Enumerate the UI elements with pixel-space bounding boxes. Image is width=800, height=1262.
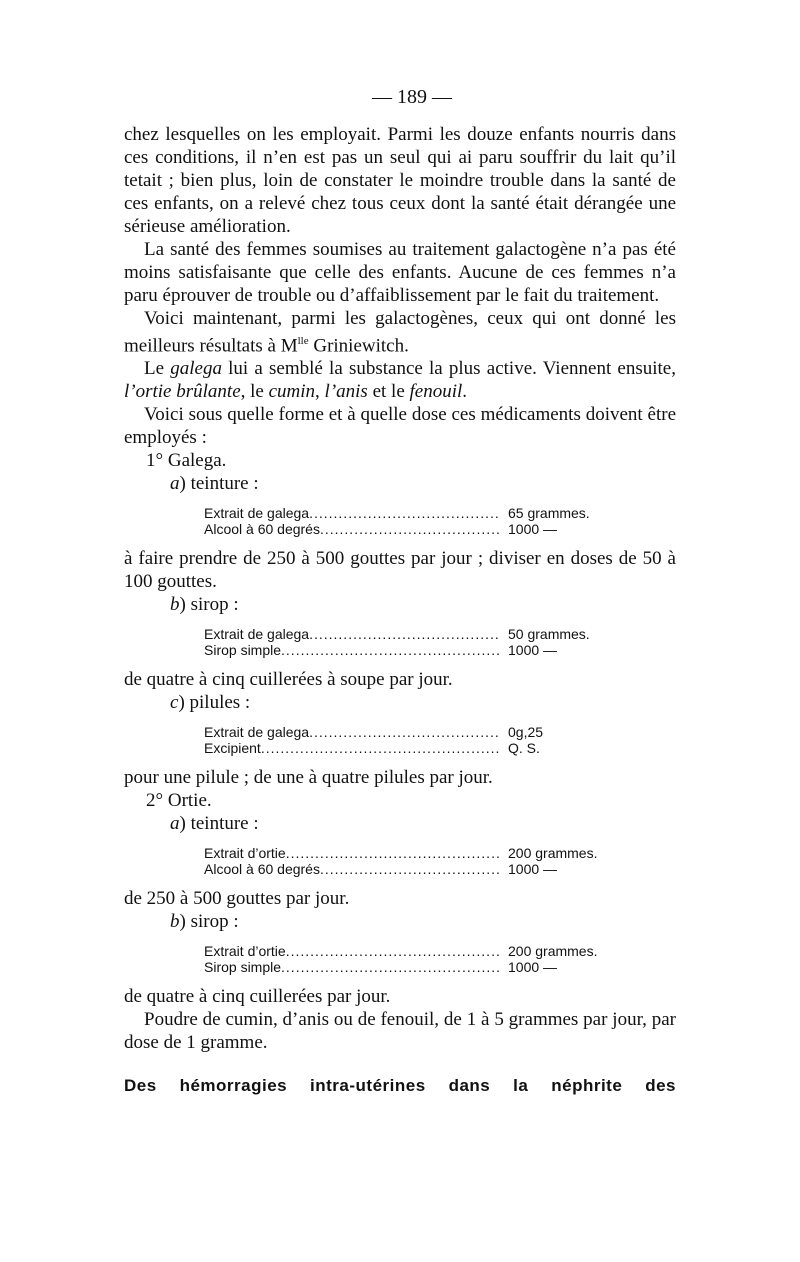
page-number: — 189 — xyxy=(372,86,452,108)
paragraph: pour une pilule ; de une à quatre pilules par jour. xyxy=(124,767,493,789)
text: Voici maintenant, parmi les galactogènes, ceux qui ont donné les meilleurs résultats à M xyxy=(124,308,676,357)
quantity: Q. S. xyxy=(508,740,540,757)
leader-dots xyxy=(286,845,500,861)
quantity: 200 grammes. xyxy=(508,943,598,960)
ingredient: Extrait de galega xyxy=(204,626,310,643)
recipe-row xyxy=(204,740,604,756)
ingredient: Extrait d’ortie xyxy=(204,845,286,862)
paragraph: à faire prendre de 250 à 500 gouttes par jour ; diviser en doses de 50 à 100 gouttes. xyxy=(124,548,676,593)
text: , xyxy=(315,381,325,403)
text: ) teinture : xyxy=(179,813,259,835)
italic-term: l’ortie brûlante xyxy=(124,381,241,403)
letter: a xyxy=(170,473,180,495)
text: ) teinture : xyxy=(179,473,259,495)
text: ) sirop : xyxy=(179,594,239,616)
text: ) sirop : xyxy=(179,911,239,933)
recipe-row xyxy=(204,626,604,642)
letter: b xyxy=(170,594,180,616)
letter: b xyxy=(170,911,180,933)
leader-dots xyxy=(286,943,500,959)
paragraph: chez lesquelles on les employait. Parmi les douze enfants nourris dans ces conditions, il n’en est pas un seul qui ai paru souffrir du lait qu’il tetait ; bien plus, loin de constater le moindre trouble dans la santé de ces enfants, on a relevé chez tous ceux dont la santé était dérangée une sérieuse amélioration. xyxy=(124,124,676,237)
recipe-row xyxy=(204,943,604,959)
recipe-table xyxy=(204,845,604,877)
recipe-row xyxy=(204,724,604,740)
subsection-label xyxy=(124,691,676,714)
recipe-table xyxy=(204,724,604,756)
paragraph: de quatre à cinq cuillerées à soupe par jour. xyxy=(124,669,453,691)
recipe-table xyxy=(204,505,604,537)
subsection-label xyxy=(124,812,676,835)
paragraph: de quatre à cinq cuillerées par jour. xyxy=(124,986,391,1008)
ingredient: Alcool à 60 degrés xyxy=(204,521,320,538)
paragraph: Voici sous quelle forme et à quelle dose ces médicaments doivent être employés : xyxy=(124,404,676,449)
italic-term: galega xyxy=(170,358,222,380)
italic-term: cumin xyxy=(268,381,316,403)
page xyxy=(124,86,676,1097)
quantity: 65 grammes. xyxy=(508,505,590,522)
text: Le xyxy=(144,358,171,380)
leader-dots xyxy=(261,740,500,756)
section-heading: 1° Galega. xyxy=(146,450,227,472)
recipe-row xyxy=(204,521,604,537)
ingredient: Sirop simple xyxy=(204,959,282,976)
text: lui a semblé la substance la plus active. Viennent ensuite, xyxy=(221,358,676,380)
leader-dots xyxy=(309,505,500,521)
ingredient: Sirop simple xyxy=(204,642,282,659)
superscript: lle xyxy=(297,335,309,347)
section-title: Des hémorragies intra-utérines dans la néphrite des xyxy=(124,1076,676,1096)
italic-term: l’anis xyxy=(324,381,368,403)
text: . xyxy=(462,381,468,403)
recipe-table xyxy=(204,626,604,658)
quantity: 1000 — xyxy=(508,861,558,878)
paragraph xyxy=(124,307,676,357)
ingredient: Extrait de galega xyxy=(204,724,310,741)
quantity: 1000 — xyxy=(508,959,558,976)
quantity: 0g,25 xyxy=(508,724,544,741)
paragraph: de 250 à 500 gouttes par jour. xyxy=(124,888,350,910)
letter: c xyxy=(170,692,179,714)
ingredient: Excipient xyxy=(204,740,261,757)
quantity: 200 grammes. xyxy=(508,845,598,862)
leader-dots xyxy=(320,861,500,877)
letter: a xyxy=(170,813,180,835)
leader-dots xyxy=(309,626,500,642)
subsection-label xyxy=(124,910,676,933)
paragraph: La santé des femmes soumises au traitement galactogène n’a pas été moins satisfaisante que celle des enfants. Aucune de ces femmes n’a paru éprouver de trouble ou d’affaiblissement par le fait du traitement. xyxy=(124,239,676,306)
text: , le xyxy=(240,381,269,403)
recipe-row xyxy=(204,642,604,658)
recipe-row xyxy=(204,861,604,877)
leader-dots xyxy=(281,959,500,975)
quantity: 1000 — xyxy=(508,642,558,659)
italic-term: fenouil xyxy=(409,381,463,403)
ingredient: Extrait de galega xyxy=(204,505,310,522)
recipe-table xyxy=(204,943,604,975)
subsection-label xyxy=(124,593,676,616)
recipe-row xyxy=(204,845,604,861)
leader-dots xyxy=(281,642,500,658)
text: Griniewitch. xyxy=(308,335,409,357)
recipe-row xyxy=(204,505,604,521)
section-heading: 2° Ortie. xyxy=(146,790,212,812)
paragraph xyxy=(124,357,676,403)
text: ) pilules : xyxy=(178,692,251,714)
paragraph: Poudre de cumin, d’anis ou de fenouil, de 1 à 5 grammes par jour, par dose de 1 gramme. xyxy=(124,1009,676,1054)
leader-dots xyxy=(309,724,500,740)
text: et le xyxy=(367,381,410,403)
subsection-label xyxy=(124,472,676,495)
leader-dots xyxy=(320,521,500,537)
recipe-row xyxy=(204,959,604,975)
quantity: 1000 — xyxy=(508,521,558,538)
ingredient: Extrait d’ortie xyxy=(204,943,286,960)
ingredient: Alcool à 60 degrés xyxy=(204,861,320,878)
quantity: 50 grammes. xyxy=(508,626,590,643)
